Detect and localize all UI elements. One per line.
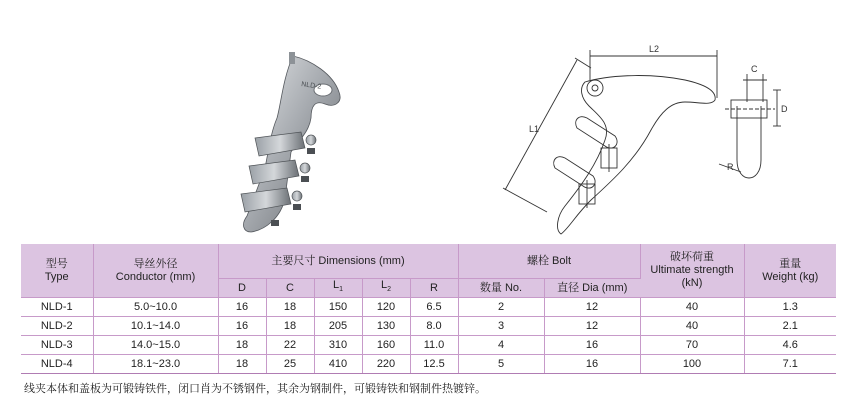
- cell-d: 16: [218, 317, 266, 336]
- label-d: D: [781, 104, 788, 114]
- cell-weight: 4.6: [744, 336, 836, 355]
- subheader-bolt-no: 数量 No.: [458, 279, 544, 298]
- label-l2: L2: [649, 44, 660, 54]
- spec-table: [21, 244, 836, 374]
- cell-bolt-dia: 12: [544, 317, 640, 336]
- dimension-drawing: [485, 40, 805, 240]
- cell-c: 25: [266, 355, 314, 374]
- clamp-outline: [558, 76, 716, 234]
- cell-bolt-no: 3: [458, 317, 544, 336]
- cell-strength: 70: [640, 336, 744, 355]
- cell-l1: 205: [314, 317, 362, 336]
- dim-line-l1: [505, 60, 577, 190]
- subheader-l2: $L_2$: [362, 279, 410, 298]
- cell-r: 6.5: [410, 298, 458, 317]
- cell-weight: 7.1: [744, 355, 836, 374]
- cell-c: 18: [266, 317, 314, 336]
- cell-weight: 2.1: [744, 317, 836, 336]
- cell-d: 18: [218, 355, 266, 374]
- header-conductor: 导丝外径 Conductor (mm): [93, 244, 218, 298]
- cell-bolt-dia: 16: [544, 336, 640, 355]
- cell-d: 16: [218, 298, 266, 317]
- cell-l2: 130: [362, 317, 410, 336]
- cell-l2: 120: [362, 298, 410, 317]
- table-row: [21, 317, 836, 336]
- bolt-pin: [289, 52, 295, 64]
- cell-type: NLD-4: [21, 355, 93, 374]
- cell-l2: 160: [362, 336, 410, 355]
- cell-d: 18: [218, 336, 266, 355]
- cell-strength: 40: [640, 298, 744, 317]
- cell-l1: 310: [314, 336, 362, 355]
- cell-c: 22: [266, 336, 314, 355]
- subheader-d: D: [218, 279, 266, 298]
- header-bolt: 螺栓 Bolt: [458, 244, 640, 279]
- cell-strength: 40: [640, 317, 744, 336]
- header-strength: 破坏荷重 Ultimate strength (kN): [640, 244, 744, 298]
- cell-conductor: 18.1~23.0: [93, 355, 218, 374]
- cell-l1: 150: [314, 298, 362, 317]
- casting-mark: NLD-2: [300, 81, 322, 91]
- cell-r: 12.5: [410, 355, 458, 374]
- label-c: C: [751, 64, 758, 74]
- table-row: [21, 298, 836, 317]
- header-type: 型号 Type: [21, 244, 93, 298]
- cell-r: 11.0: [410, 336, 458, 355]
- cell-bolt-no: 5: [458, 355, 544, 374]
- subheader-c: C: [266, 279, 314, 298]
- label-r: R: [727, 162, 734, 172]
- cell-strength: 100: [640, 355, 744, 374]
- cell-conductor: 5.0~10.0: [93, 298, 218, 317]
- subheader-bolt-dia: 直径 Dia (mm): [544, 279, 640, 298]
- cell-conductor: 10.1~14.0: [93, 317, 218, 336]
- product-photo: [215, 48, 345, 238]
- u-bolt-keepers: [241, 132, 316, 212]
- subheader-l1: $L_1$: [314, 279, 362, 298]
- cell-l1: 410: [314, 355, 362, 374]
- cell-bolt-dia: 12: [544, 298, 640, 317]
- cell-l2: 220: [362, 355, 410, 374]
- cell-bolt-no: 2: [458, 298, 544, 317]
- table-row: [21, 355, 836, 374]
- header-dimensions: 主要尺寸 Dimensions (mm): [218, 244, 458, 279]
- cell-bolt-dia: 16: [544, 355, 640, 374]
- subheader-r: R: [410, 279, 458, 298]
- cell-bolt-no: 4: [458, 336, 544, 355]
- cell-conductor: 14.0~15.0: [93, 336, 218, 355]
- table-row: [21, 336, 836, 355]
- header-weight: 重量 Weight (kg): [744, 244, 836, 298]
- cell-type: NLD-1: [21, 298, 93, 317]
- cell-weight: 1.3: [744, 298, 836, 317]
- label-l1: L1: [529, 124, 540, 134]
- cell-type: NLD-3: [21, 336, 93, 355]
- cell-r: 8.0: [410, 317, 458, 336]
- footnote: 线夹本体和盖板为可锻铸铁件，闭口肖为不锈钢件，其余为钢制件，可锻铸铁和钢制件热镀锌。: [24, 382, 486, 395]
- cell-type: NLD-2: [21, 317, 93, 336]
- cell-c: 18: [266, 298, 314, 317]
